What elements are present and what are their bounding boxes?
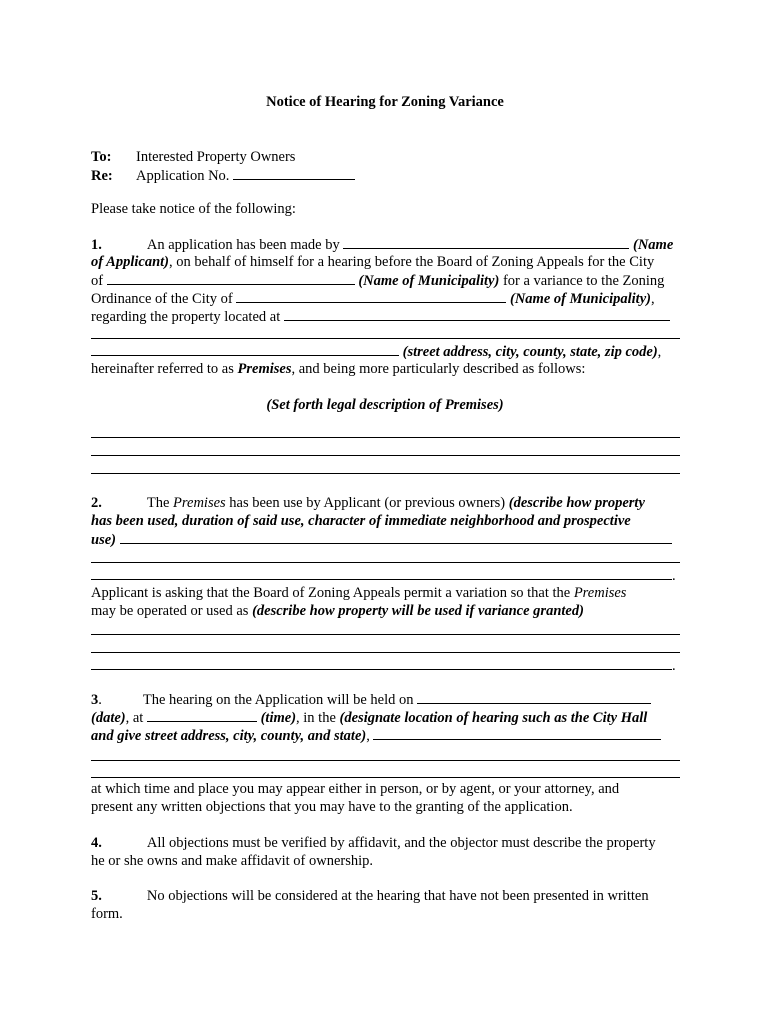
p1-hint-name: (Name: [633, 237, 674, 253]
p1-line-4: [91, 289, 655, 308]
legal-description-hint: (Set forth legal description of Premises): [266, 397, 504, 413]
p3-line-3: [91, 726, 661, 745]
p3-line-2: [91, 708, 647, 727]
p2-text: has been use by Applicant (or previous owners): [229, 495, 506, 511]
p1-premises: Premises: [237, 361, 292, 377]
re-line: [91, 166, 355, 185]
p1-text: for a variance to the Zoning: [502, 273, 665, 289]
hearing-time-field[interactable]: [147, 708, 257, 722]
p1-line-5: [91, 307, 670, 326]
p2-text: The: [146, 495, 170, 511]
p2-premises: Premises: [173, 495, 226, 511]
p3-line-7: present any written objections that you may have to the granting of the application.: [91, 799, 573, 815]
p2-line-7: [91, 602, 584, 620]
property-use-line-2[interactable]: [91, 562, 680, 563]
p2-line-3: [91, 530, 672, 549]
variance-use-line-1[interactable]: [91, 634, 680, 635]
property-use-field-3[interactable]: [91, 566, 672, 580]
p1-text: An application has been made by: [146, 237, 340, 253]
hearing-location-field[interactable]: [373, 726, 661, 740]
p3-text: The hearing on the Application will be held on: [142, 692, 414, 708]
p2-text: .: [672, 658, 676, 674]
to-value: Interested Property Owners: [136, 149, 296, 165]
p3-text: .: [98, 692, 102, 708]
p1-hint-municipality: (Name of Municipality): [510, 291, 651, 307]
p1-text: , and being more particularly described as follows:: [291, 361, 586, 377]
legal-description-line-1[interactable]: [91, 437, 680, 438]
p4-number: 4.: [91, 835, 102, 851]
p2-text: .: [672, 568, 676, 584]
p1-hint-applicant: of Applicant): [91, 254, 170, 270]
p1-line-8: [91, 360, 585, 378]
p3-hint-address: and give street address, city, county, and state): [91, 728, 367, 744]
application-number-field[interactable]: [233, 166, 355, 180]
hearing-location-line-2[interactable]: [91, 760, 680, 761]
p1-text: regarding the property located at: [91, 309, 281, 325]
p3-hint-time: (time): [260, 710, 297, 726]
p2-line-6: [91, 584, 626, 602]
p5-line-2: form.: [91, 906, 123, 922]
p1-line-1: [91, 235, 673, 254]
p2-text: may be operated or used as: [91, 603, 249, 619]
p5-text: No objections will be considered at the hearing that have not been presented in written: [146, 888, 649, 904]
p3-text: ,: [366, 728, 370, 744]
re-label: Re:: [91, 168, 113, 184]
property-location-line-2[interactable]: [91, 338, 680, 339]
p3-text: , at: [125, 710, 144, 726]
p2-hint-variance: (describe how property will be used if variance granted): [252, 603, 584, 619]
variance-use-field-3[interactable]: [91, 656, 672, 670]
property-use-field[interactable]: [120, 530, 672, 544]
p2-number: 2.: [91, 495, 102, 511]
p1-number: 1.: [91, 237, 102, 253]
p2-hint: (describe how property: [508, 495, 645, 511]
ordinance-city-field[interactable]: [236, 289, 506, 303]
p4-text: All objections must be verified by affidavit, and the objector must describe the property: [146, 835, 656, 851]
p3-text: , in the: [296, 710, 336, 726]
p2-premises: Premises: [573, 585, 627, 601]
p1-hint-municipality: (Name of Municipality): [358, 273, 500, 289]
legal-description-line-2[interactable]: [91, 455, 680, 456]
property-location-field[interactable]: [284, 307, 670, 321]
p3-hint-location: (designate location of hearing such as the City Hall: [339, 710, 648, 726]
applicant-name-field[interactable]: [343, 235, 629, 249]
p2-hint-use: use): [91, 532, 116, 548]
p1-text: ,: [650, 291, 655, 307]
p3-line-1: [91, 690, 651, 709]
property-location-field-3[interactable]: [91, 342, 399, 356]
p1-line-2: [91, 253, 654, 271]
p4-line-2: he or she owns and make affidavit of ownership.: [91, 853, 374, 869]
p2-line-1: [91, 494, 645, 512]
p5-line-1: [91, 887, 649, 905]
re-value: Application No.: [136, 168, 230, 184]
p1-text: , on behalf of himself for a hearing before the Board of Zoning Appeals for the City: [169, 254, 655, 270]
p1-hint-address: (street address, city, county, state, zip code): [402, 344, 658, 360]
p3-number: 3: [91, 692, 99, 708]
city-name-field[interactable]: [107, 271, 355, 285]
p4-line-1: [91, 834, 656, 852]
p1-text: of: [91, 273, 104, 289]
p1-text: ,: [657, 344, 662, 360]
p5-number: 5.: [91, 888, 102, 904]
legal-description-line-3[interactable]: [91, 473, 680, 474]
hearing-date-field[interactable]: [417, 690, 651, 704]
hearing-location-line-3[interactable]: [91, 777, 680, 778]
variance-use-line-2[interactable]: [91, 652, 680, 653]
p2-line-2: has been used, duration of said use, character of immediate neighborhood and prospective: [91, 513, 631, 529]
p3-hint-date: (date): [91, 710, 126, 726]
document-title: Notice of Hearing for Zoning Variance: [266, 94, 504, 110]
p1-text: hereinafter referred to as: [91, 361, 234, 377]
p1-line-7: [91, 342, 661, 361]
p3-line-6: at which time and place you may appear either in person, or by agent, or your attorney, and: [91, 781, 620, 797]
p2-line-10: [91, 656, 676, 675]
p1-text: Ordinance of the City of: [91, 291, 233, 307]
to-label: To:: [91, 149, 112, 165]
p2-line-5: [91, 566, 676, 585]
to-line: [91, 148, 295, 166]
intro-text: Please take notice of the following:: [91, 201, 296, 217]
p1-line-3: [91, 271, 664, 290]
p2-text: Applicant is asking that the Board of Zoning Appeals permit a variation so that the: [91, 585, 571, 601]
